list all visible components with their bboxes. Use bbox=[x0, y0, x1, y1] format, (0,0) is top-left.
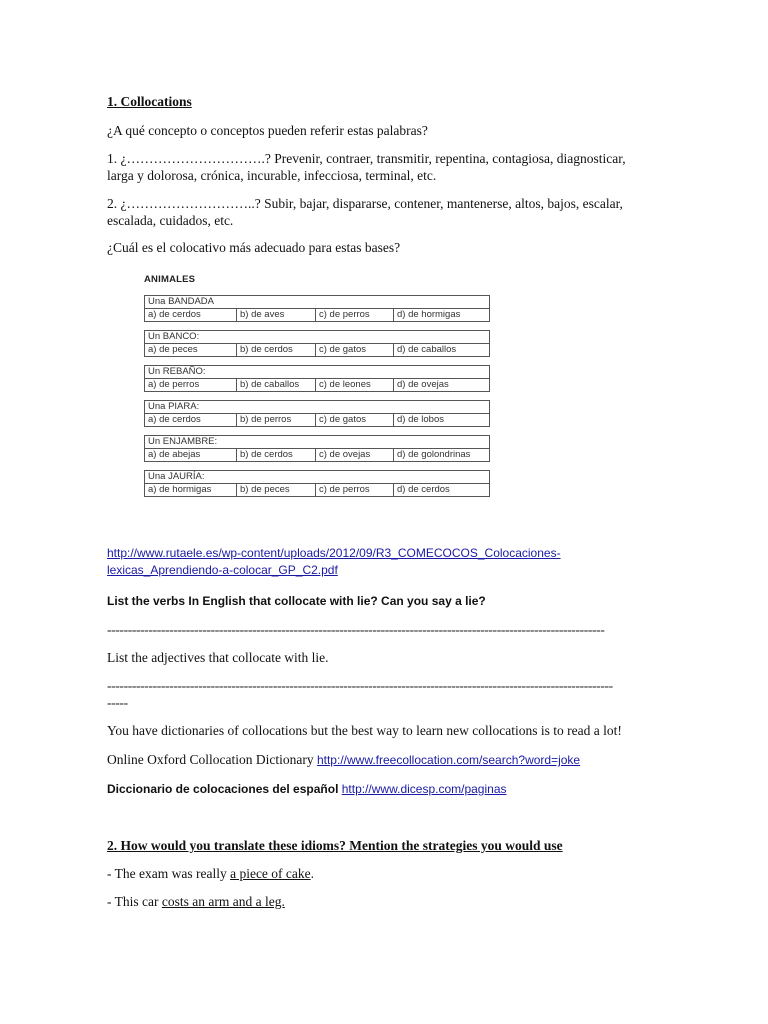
animal-group bbox=[144, 470, 490, 497]
item-2-line-1: 2. ¿………………………..? Subir, bajar, dispararse, contener, mantenerse, altos, bajos, escalar, bbox=[107, 196, 623, 211]
animal-group bbox=[144, 330, 490, 357]
animal-option: d) de hormigas bbox=[397, 309, 461, 320]
animal-group bbox=[144, 435, 490, 462]
animal-options-row bbox=[145, 309, 489, 321]
animal-option: b) de perros bbox=[237, 414, 316, 426]
item-1-line-2: larga y dolorosa, crónica, incurable, infecciosa, terminal, etc. bbox=[107, 168, 437, 183]
item-1-line-1: 1. ¿………………………….? Prevenir, contraer, transmitir, repentina, contagiosa, diagnosticar, bbox=[107, 151, 626, 166]
animal-option: b) de cerdos bbox=[237, 344, 316, 356]
animales-title: ANIMALES bbox=[144, 274, 196, 285]
animal-option: c) de gatos bbox=[316, 414, 394, 426]
animal-option: a) de cerdos bbox=[145, 414, 237, 426]
dicesp-link[interactable]: http://www.dicesp.com/paginas bbox=[341, 782, 507, 796]
animal-group-head: Una BANDADA bbox=[145, 296, 489, 309]
animal-group-head: Un REBAÑO: bbox=[145, 366, 489, 379]
idiom-line-2 bbox=[107, 893, 285, 910]
animal-group bbox=[144, 400, 490, 427]
animal-option: a) de peces bbox=[145, 344, 237, 356]
section-1-heading: 1. Collocations bbox=[107, 94, 192, 109]
idiom-line-1 bbox=[107, 865, 314, 882]
animal-options-row bbox=[145, 414, 489, 426]
animal-option: c) de gatos bbox=[316, 344, 394, 356]
answer-line-2: -------------------------------------------------------------------------------------------------------------------------- bbox=[107, 678, 613, 693]
animal-group bbox=[144, 295, 490, 322]
animal-options-row bbox=[145, 449, 489, 461]
idiom-2-prefix: - This car bbox=[107, 894, 162, 909]
animal-group-head: Una PIARA: bbox=[145, 401, 489, 414]
animal-option: d) de cerdos bbox=[397, 484, 450, 495]
animal-option: b) de peces bbox=[237, 484, 316, 496]
animal-option: d) de caballos bbox=[397, 344, 457, 355]
rutaele-link-line-1[interactable]: http://www.rutaele.es/wp-content/uploads/2012/09/R3_COMECOCOS_Colocaciones- bbox=[107, 546, 561, 560]
idiom-1-suffix: . bbox=[310, 866, 315, 881]
section-2-heading: 2. How would you translate these idioms? Mention the strategies you would use bbox=[107, 838, 563, 853]
animal-option: c) de perros bbox=[316, 309, 394, 321]
animal-options-row bbox=[145, 344, 489, 356]
animal-group bbox=[144, 365, 490, 392]
animal-option: b) de aves bbox=[237, 309, 316, 321]
animal-option: a) de abejas bbox=[145, 449, 237, 461]
idiom-1-prefix: - The exam was really bbox=[107, 866, 231, 881]
question-text: ¿A qué concepto o conceptos pueden referir estas palabras? bbox=[107, 123, 428, 138]
verbs-question: List the verbs In English that collocate with lie? Can you say a lie? bbox=[107, 594, 486, 608]
animal-group-head: Un ENJAMBRE: bbox=[145, 436, 489, 449]
answer-line-1: ------------------------------------------------------------------------------------------------------------------------ bbox=[107, 622, 605, 637]
item-2-line-2: escalada, cuidados, etc. bbox=[107, 213, 234, 228]
rutaele-link-line-2[interactable]: lexicas_Aprendiendo-a-colocar_GP_C2.pdf bbox=[107, 563, 338, 577]
animal-option: d) de ovejas bbox=[397, 379, 449, 390]
dicesp-label: Diccionario de colocaciones del español bbox=[107, 782, 342, 796]
oxford-link[interactable]: http://www.freecollocation.com/search?word=joke bbox=[316, 753, 581, 767]
oxford-label: Online Oxford Collocation Dictionary bbox=[107, 752, 317, 767]
dicesp-line bbox=[107, 780, 507, 798]
animal-option: d) de lobos bbox=[397, 414, 445, 425]
animal-option: c) de perros bbox=[316, 484, 394, 496]
dictionaries-text: You have dictionaries of collocations but the best way to learn new collocations is to read a lot! bbox=[107, 723, 622, 738]
animal-group-head: Una JAURÍA: bbox=[145, 471, 489, 484]
oxford-line bbox=[107, 751, 580, 769]
answer-line-2-cont: ----- bbox=[107, 695, 128, 710]
animal-option: b) de cerdos bbox=[237, 449, 316, 461]
adjectives-question: List the adjectives that collocate with lie. bbox=[107, 650, 329, 665]
animal-option: a) de cerdos bbox=[145, 309, 237, 321]
animal-option: c) de leones bbox=[316, 379, 394, 391]
idiom-1: a piece of cake bbox=[230, 866, 311, 881]
animal-option: d) de golondrinas bbox=[397, 449, 471, 460]
animal-option: b) de caballos bbox=[237, 379, 316, 391]
animal-options-row bbox=[145, 484, 489, 496]
animal-group-head: Un BANCO: bbox=[145, 331, 489, 344]
animal-option: a) de perros bbox=[145, 379, 237, 391]
animal-option: a) de hormigas bbox=[145, 484, 237, 496]
idiom-2: costs an arm and a leg. bbox=[161, 894, 285, 909]
animal-option: c) de ovejas bbox=[316, 449, 394, 461]
animal-options-row bbox=[145, 379, 489, 391]
animales-table-image bbox=[144, 274, 490, 505]
question-2-text: ¿Cuál es el colocativo más adecuado para estas bases? bbox=[107, 240, 401, 255]
animales-groups bbox=[144, 295, 490, 497]
